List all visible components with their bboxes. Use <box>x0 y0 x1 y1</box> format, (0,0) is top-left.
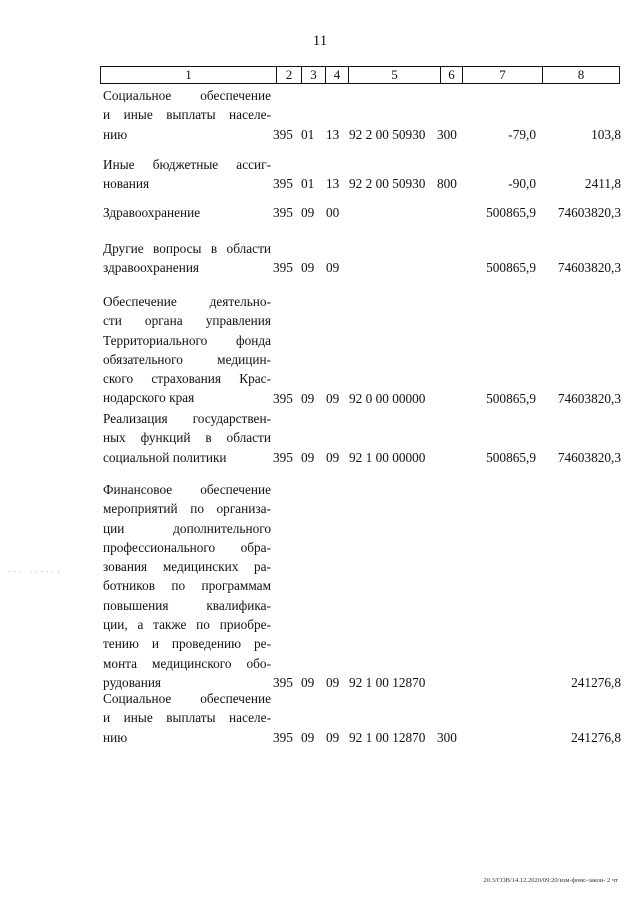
description-line: ных функций в области <box>103 430 271 446</box>
cell-c8: 74603820,3 <box>557 205 621 220</box>
description-line: ского страхования Крас- <box>103 371 271 387</box>
cell-c4: 13 <box>326 176 340 192</box>
description-line: ботников по программам <box>103 578 271 594</box>
description-line: тению и проведению ре- <box>103 636 271 652</box>
cell-c8: 74603820,3 <box>557 260 621 276</box>
column-header-3: 3 <box>301 67 325 83</box>
cell-c8: 103,8 <box>591 126 621 142</box>
row-description <box>103 292 271 408</box>
page-number: 11 <box>312 33 328 49</box>
cell-c2: 395 <box>273 390 293 406</box>
cell-c8: 241276,8 <box>571 675 621 690</box>
cell-c3: 09 <box>301 449 315 465</box>
cell-c3: 09 <box>301 260 315 276</box>
cell-c2: 395 <box>273 126 293 142</box>
cell-c4: 13 <box>326 126 340 142</box>
cell-c6: 300 <box>437 126 457 142</box>
cell-c4: 09 <box>326 449 340 465</box>
cell-c2: 395 <box>273 205 293 220</box>
description-line: Социальное обеспечение <box>103 88 271 103</box>
margin-dots: . . . . . . . . . <box>8 566 61 574</box>
description-line: Другие вопросы в области <box>103 241 271 256</box>
cell-c5: 92 1 00 12870 <box>349 729 426 745</box>
description-line: зования медицинских ра- <box>103 559 271 575</box>
row-description <box>103 689 271 747</box>
description-line: социальной политики <box>103 449 227 465</box>
cell-c6: 300 <box>437 729 457 745</box>
cell-c5: 92 1 00 12870 <box>349 675 426 690</box>
description-line: монта медицинского обо- <box>103 655 271 671</box>
cell-c7: -90,0 <box>508 176 536 192</box>
description-line: нования <box>103 176 150 192</box>
cell-c7: -79,0 <box>508 126 536 142</box>
description-line: Обеспечение деятельно- <box>103 294 271 309</box>
column-header-row <box>100 66 620 84</box>
cell-c2: 395 <box>273 449 293 465</box>
row-description <box>103 86 271 144</box>
description-line: и иные выплаты населе- <box>103 710 271 726</box>
column-header-6: 6 <box>440 67 462 83</box>
row-description <box>103 409 271 467</box>
document-footer: 20.3/СОВ/14.12.2020/09:20/изм-фомс-закон- 2 чт <box>483 877 618 884</box>
row-description <box>103 239 271 278</box>
description-line: Иные бюджетные ассиг- <box>103 157 271 172</box>
column-header-5: 5 <box>348 67 440 83</box>
description-line: Социальное обеспечение <box>103 691 271 706</box>
description-line: нодарского края <box>103 390 195 406</box>
cell-c8: 2411,8 <box>584 176 621 192</box>
row-description <box>103 155 271 194</box>
cell-c3: 09 <box>301 729 315 745</box>
cell-c2: 395 <box>273 176 293 192</box>
cell-c3: 09 <box>301 205 315 220</box>
row-description <box>103 480 271 692</box>
cell-c8: 241276,8 <box>571 729 621 745</box>
row-description <box>103 203 271 222</box>
column-header-8: 8 <box>542 67 619 83</box>
cell-c3: 09 <box>301 390 315 406</box>
description-line: Финансовое обеспечение <box>103 482 271 497</box>
description-line: ции дополнительного <box>103 520 271 536</box>
description-line: ции, а также по приобре- <box>103 617 271 633</box>
description-line: рудования <box>103 674 162 690</box>
description-line: профессионального обра- <box>103 539 271 555</box>
description-line: повышения квалифика- <box>103 597 271 613</box>
column-header-4: 4 <box>325 67 348 83</box>
cell-c4: 09 <box>326 729 340 745</box>
cell-c7: 500865,9 <box>486 205 536 220</box>
cell-c7: 500865,9 <box>486 390 536 406</box>
cell-c3: 01 <box>301 126 315 142</box>
cell-c4: 09 <box>326 390 340 406</box>
cell-c5: 92 1 00 00000 <box>349 449 426 465</box>
cell-c5: 92 2 00 50930 <box>349 126 426 142</box>
cell-c2: 395 <box>273 260 293 276</box>
column-header-7: 7 <box>462 67 542 83</box>
description-line: сти органа управления <box>103 313 271 329</box>
column-header-1: 1 <box>185 67 192 82</box>
cell-c4: 09 <box>326 260 340 276</box>
description-line: нию <box>103 126 128 142</box>
column-header-2: 2 <box>276 67 301 83</box>
cell-c3: 01 <box>301 176 315 192</box>
cell-c8: 74603820,3 <box>557 449 621 465</box>
cell-c2: 395 <box>273 675 293 690</box>
cell-c6: 800 <box>437 176 457 192</box>
cell-c5: 92 0 00 00000 <box>349 390 426 406</box>
cell-c8: 74603820,3 <box>557 390 621 406</box>
description-line: Здравоохранение <box>103 205 201 220</box>
description-line: и иные выплаты населе- <box>103 107 271 123</box>
description-line: мероприятий по организа- <box>103 501 271 517</box>
cell-c3: 09 <box>301 675 315 690</box>
cell-c7: 500865,9 <box>486 260 536 276</box>
description-line: здравоохранения <box>103 260 200 276</box>
description-line: Территориального фонда <box>103 332 271 348</box>
description-line: обязательного медицин- <box>103 351 271 367</box>
description-line: нию <box>103 729 128 745</box>
cell-c4: 09 <box>326 675 340 690</box>
description-line: Реализация государствен- <box>103 411 271 426</box>
cell-c4: 00 <box>326 205 340 220</box>
cell-c7: 500865,9 <box>486 449 536 465</box>
cell-c5: 92 2 00 50930 <box>349 176 426 192</box>
cell-c2: 395 <box>273 729 293 745</box>
